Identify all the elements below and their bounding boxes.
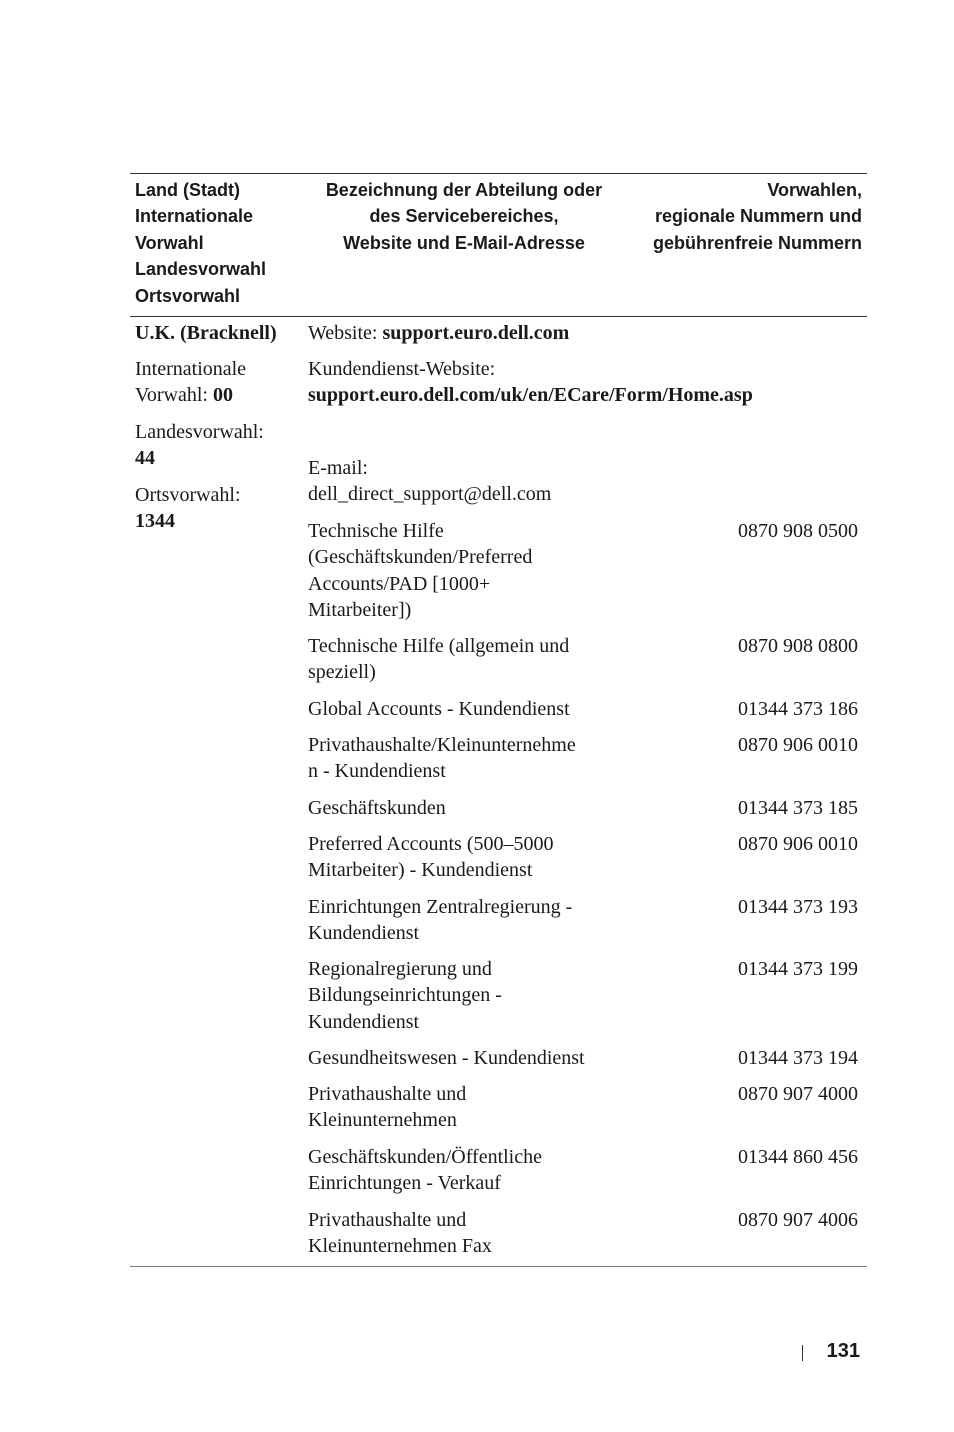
website-link[interactable]: support.euro.dell.com <box>382 322 570 344</box>
row-department: Privathaushalte/Kleinunternehme n - Kundendienst <box>308 734 576 783</box>
country-name: U.K. (Bracknell) <box>135 322 277 344</box>
email-link[interactable]: dell_direct_support@dell.com <box>308 483 552 505</box>
row-department: Einrichtungen Zentralregierung - Kundendienst <box>308 896 573 945</box>
row-department: Preferred Accounts (500–5000 Mitarbeiter) - Kundendienst <box>308 833 554 882</box>
header-country-column: Land (Stadt) Internationale Vorwahl Landesvorwahl Ortsvorwahl <box>135 180 267 306</box>
row-number: 01344 860 456 <box>738 1146 858 1168</box>
row-department: Technische Hilfe (allgemein und speziell) <box>308 635 570 684</box>
row-department: Privathaushalte und Kleinunternehmen Fax <box>308 1209 492 1258</box>
table-header <box>130 174 867 317</box>
header-department-column: Bezeichnung der Abteilung oder des Servicebereiches, Website und E-Mail-Adresse <box>325 180 603 253</box>
row-department: Geschäftskunden/Öffentliche Einrichtungen - Verkauf <box>308 1146 542 1195</box>
contact-table <box>130 173 867 1267</box>
email-label: E-mail: <box>308 457 368 479</box>
customer-website-link[interactable]: support.euro.dell.com/uk/en/ECare/Form/Home.asp <box>308 384 753 406</box>
row-department: Privathaushalte und Kleinunternehmen <box>308 1083 467 1132</box>
row-number: 0870 908 0500 <box>738 520 858 542</box>
footer-divider <box>802 1345 803 1361</box>
row-number: 01344 373 185 <box>738 797 858 819</box>
page-number: 131 <box>826 1340 860 1362</box>
row-number: 01344 373 199 <box>738 958 858 980</box>
country-code-label: Landesvorwahl: <box>135 421 264 443</box>
table-body <box>130 317 867 1267</box>
row-department: Gesundheitswesen - Kundendienst <box>308 1047 585 1069</box>
header-numbers-column: Vorwahlen, regionale Nummern und gebührenfreie Nummern <box>652 180 862 253</box>
intl-prefix <box>135 356 305 409</box>
row-number: 0870 906 0010 <box>738 833 858 855</box>
row-department: Regionalregierung und Bildungseinrichtungen - Kundendienst <box>308 958 502 1033</box>
website-line <box>308 320 848 346</box>
customer-website-label: Kundendienst-Website: <box>308 358 496 380</box>
row-number: 01344 373 186 <box>738 698 858 720</box>
row-number: 0870 906 0010 <box>738 734 858 756</box>
row-department: Global Accounts - Kundendienst <box>308 698 570 720</box>
city-code-value: 1344 <box>135 510 175 532</box>
website-label: Website: <box>308 322 383 344</box>
page-footer <box>800 1336 860 1366</box>
row-number: 0870 907 4000 <box>738 1083 858 1105</box>
row-department: Technische Hilfe (Geschäftskunden/Preferred Accounts/PAD [1000+ Mitarbeiter]) <box>308 520 533 622</box>
city-code-label: Ortsvorwahl: <box>135 484 241 506</box>
row-number: 01344 373 193 <box>738 896 858 918</box>
row-number: 0870 907 4006 <box>738 1209 858 1231</box>
intl-prefix-value: 00 <box>212 384 233 407</box>
row-department: Geschäftskunden <box>308 797 446 819</box>
intl-prefix-label: Internationale Vorwahl: <box>135 358 247 407</box>
row-number: 0870 908 0800 <box>738 635 858 657</box>
country-code-value: 44 <box>135 447 155 469</box>
row-number: 01344 373 194 <box>738 1047 858 1069</box>
